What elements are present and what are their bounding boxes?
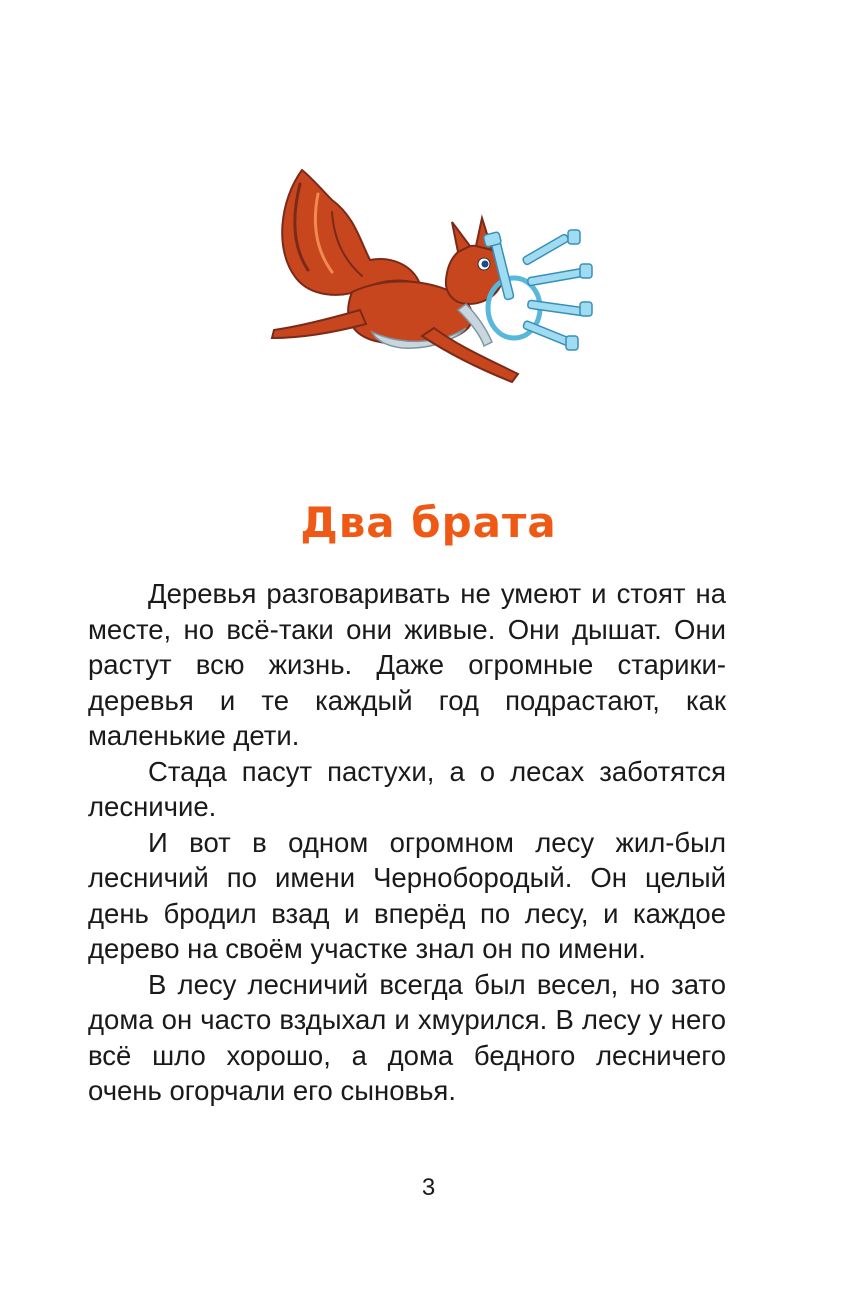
squirrel-with-keys-illustration: [262, 160, 602, 400]
story-text: [88, 576, 726, 1109]
page-number: 3: [421, 1174, 436, 1201]
squirrel-tail: [282, 170, 420, 295]
paragraph: И вот в одном огромном лесу жил-был лесничий по имени Чернобородый. Он целый день бродил взад и вперёд по лесу, и каждое дерево на своём участке знал он по имени.: [88, 826, 726, 964]
paragraph: В лесу лесничий всегда был весел, но зато дома он часто вздыхал и хмурился. В лесу у него всё шло хорошо, а дома бедного лесничего очень огорчали его сыновья.: [88, 968, 726, 1106]
paragraph: Деревья разговаривать не умеют и стоят на месте, но всё-таки они живые. Они дышат. Они растут всю жизнь. Даже огромные старики-деревья и те каждый год подрастают, как маленькие дети.: [88, 578, 726, 751]
story-title: Два брата: [300, 498, 557, 547]
paragraph: Стада пасут пастухи, а о лесах заботятся лесничие.: [88, 755, 726, 822]
